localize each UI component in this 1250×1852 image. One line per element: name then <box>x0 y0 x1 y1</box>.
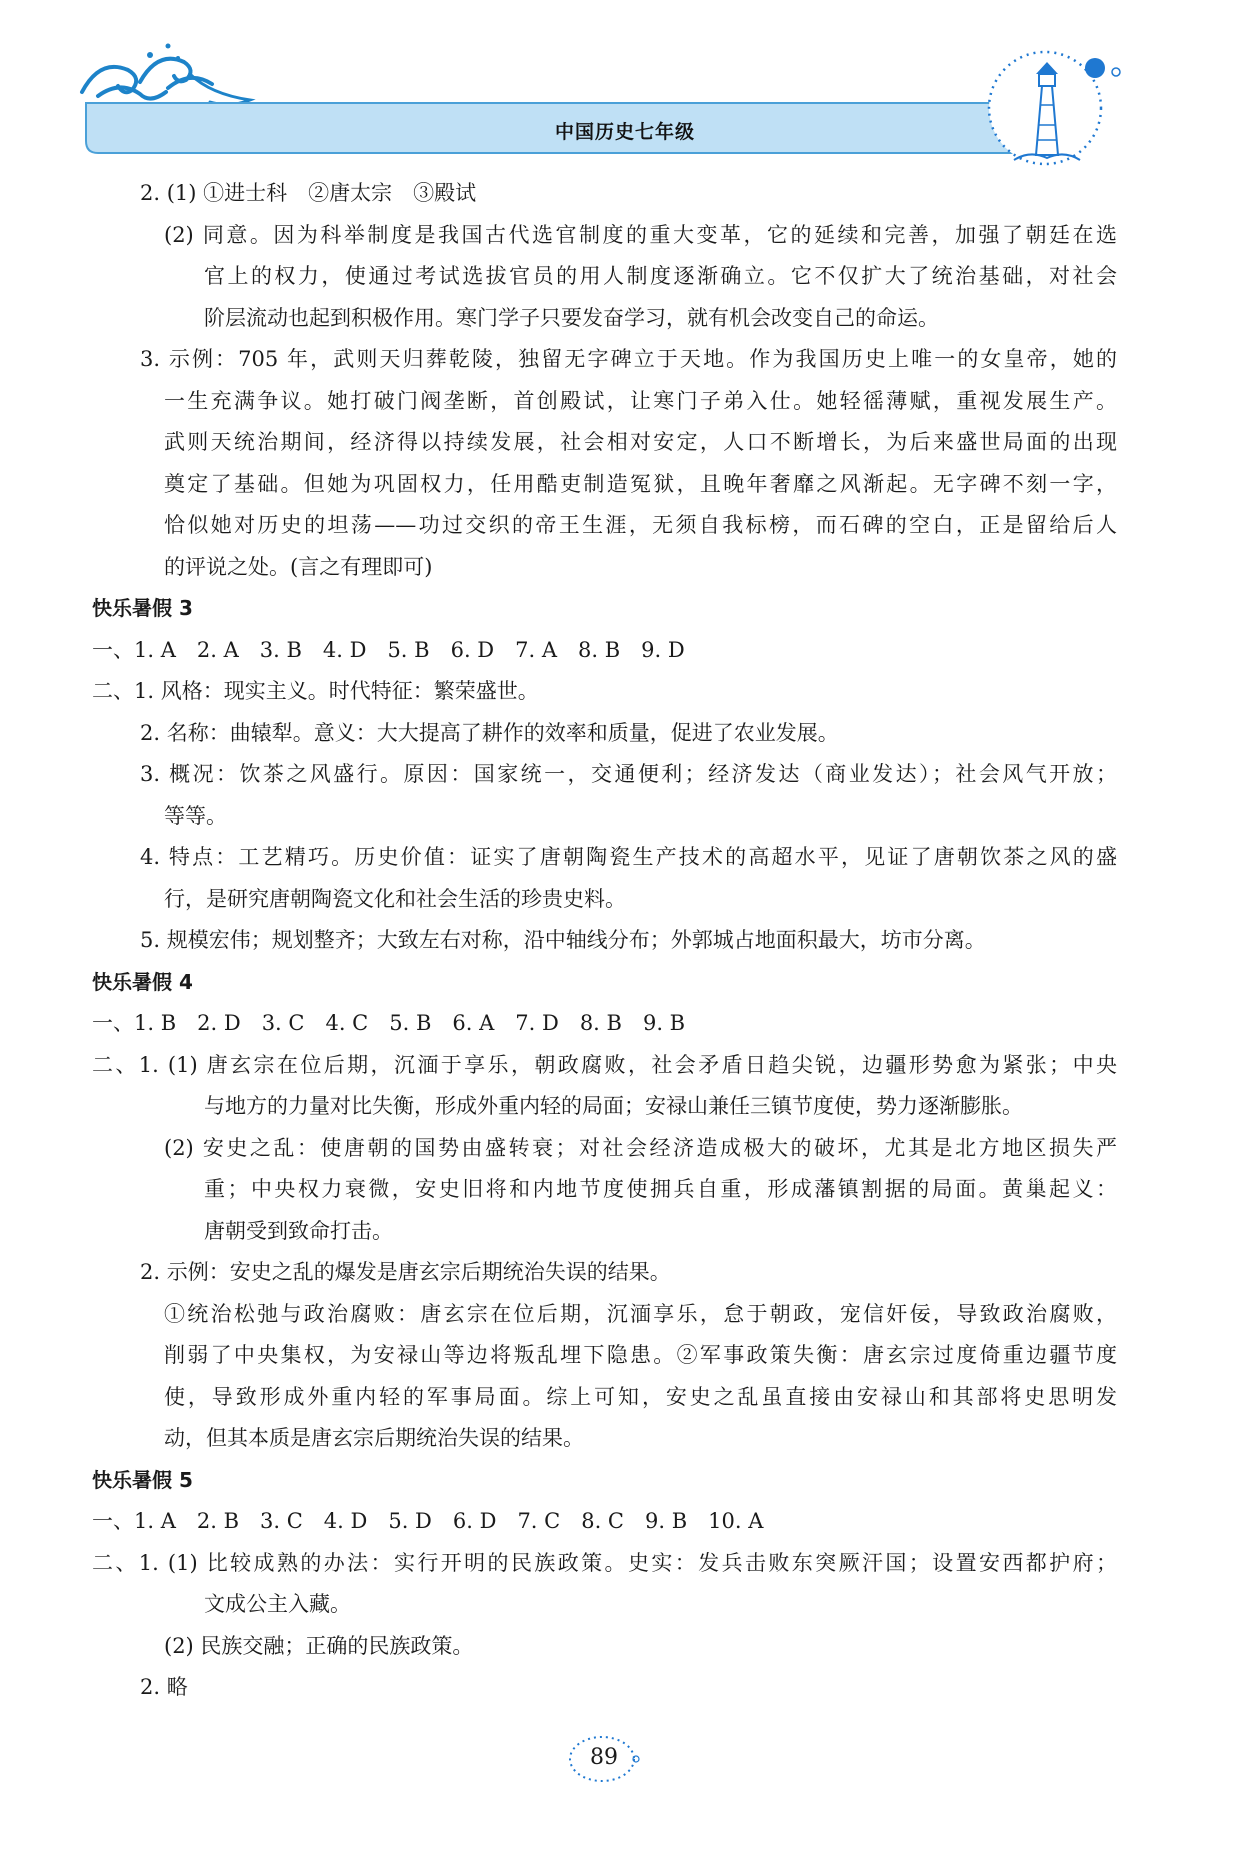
answer-content <box>92 173 1117 1709</box>
answer-line: 削弱了中央集权，为安禄山等边将叛乱埋下隐患。②军事政策失衡：唐玄宗过度倚重边疆节度 <box>164 1343 1117 1367</box>
section-heading: 快乐暑假 4 <box>92 969 193 994</box>
lighthouse-icon <box>989 52 1120 164</box>
answer-line: 唐朝受到致命打击。 <box>204 1218 393 1243</box>
answer-line: 行，是研究唐朝陶瓷文化和社会生活的珍贵史料。 <box>164 886 626 911</box>
answer-line: 4. 特点：工艺精巧。历史价值：证实了唐朝陶瓷生产技术的高超水平，见证了唐朝饮茶之风的盛 <box>140 845 1117 869</box>
answer-line: 2. 示例：安史之乱的爆发是唐玄宗后期统治失误的结果。 <box>140 1260 671 1284</box>
answer-line: 使，导致形成外重内轻的军事局面。综上可知，安史之乱虽直接由安禄山和其部将史思明发 <box>164 1384 1117 1409</box>
answer-line: ①统治松弛与政治腐败：唐玄宗在位后期，沉湎享乐，怠于朝政，宠信奸佞，导致政治腐败， <box>164 1301 1117 1326</box>
answer-line: 一、1. A 2. A 3. B 4. D 5. B 6. D 7. A 8. B 9. D <box>92 637 685 662</box>
answer-line: (2) 同意。因为科举制度是我国古代选官制度的重大变革，它的延续和完善，加强了朝廷在选 <box>164 222 1117 247</box>
answer-line: 5. 规模宏伟；规划整齐；大致左右对称，沿中轴线分布；外郭城占地面积最大，坊市分离。 <box>140 928 986 952</box>
answer-line: 文成公主入藏。 <box>204 1592 351 1616</box>
answer-line: (2) 民族交融；正确的民族政策。 <box>164 1633 474 1658</box>
page-header <box>0 0 1250 180</box>
answer-line: 二、1. (1) 唐玄宗在位后期，沉湎于享乐，朝政腐败，社会矛盾日趋尖锐，边疆形势愈为紧张；中央 <box>92 1052 1117 1077</box>
page-number: 89 <box>590 1745 618 1770</box>
answer-line: 一、1. B 2. D 3. C 4. C 5. B 6. A 7. D 8. B 9. B <box>92 1011 686 1035</box>
answer-line: 2. 名称：曲辕犁。意义：大大提高了耕作的效率和质量，促进了农业发展。 <box>140 720 839 745</box>
answer-line: 3. 概况：饮茶之风盛行。原因：国家统一，交通便利；经济发达（商业发达）；社会风气开放； <box>140 762 1117 786</box>
answer-line: 重；中央权力衰微，安史旧将和内地节度使拥兵自重，形成藩镇割据的局面。黄巢起义： <box>204 1177 1117 1201</box>
answer-line: 动，但其本质是唐玄宗后期统治失误的结果。 <box>164 1426 584 1450</box>
answer-line: 的评说之处。(言之有理即可) <box>164 554 433 579</box>
answer-line: 一生充满争议。她打破门阀垄断，首创殿试，让寒门子弟入仕。她轻徭薄赋，重视发展生产。 <box>164 388 1117 413</box>
answer-line: 武则天统治期间，经济得以持续发展，社会相对安定，人口不断增长，为后来盛世局面的出现 <box>164 430 1117 454</box>
header-title: 中国历史七年级 <box>554 121 695 143</box>
answer-line: 与地方的力量对比失衡，形成外重内轻的局面；安禄山兼任三镇节度使，势力逐渐膨胀。 <box>204 1094 1023 1118</box>
answer-line: 2. (1) ①进士科 ②唐太宗 ③殿试 <box>140 181 477 205</box>
answer-line: 奠定了基础。但她为巩固权力，任用酷吏制造冤狱，且晚年奢靡之风渐起。无字碑不刻一字， <box>164 471 1117 496</box>
answer-line: 二、1. (1) 比较成熟的办法：实行开明的民族政策。史实：发兵击败东突厥汗国；设置安西都护府； <box>92 1550 1117 1575</box>
answer-line: 一、1. A 2. B 3. C 4. D 5. D 6. D 7. C 8. C 9. B 10. A <box>92 1509 764 1533</box>
section-heading: 快乐暑假 3 <box>92 596 193 620</box>
answer-line: 二、1. 风格：现实主义。时代特征：繁荣盛世。 <box>92 679 539 703</box>
answer-line: 等等。 <box>164 803 227 828</box>
answer-line: 恰似她对历史的坦荡——功过交织的帝王生涯，无须自我标榜，而石碑的空白，正是留给后人 <box>164 513 1117 537</box>
answer-line: 2. 略 <box>140 1675 188 1699</box>
section-heading: 快乐暑假 5 <box>92 1467 193 1492</box>
answer-line: 3. 示例：705 年，武则天归葬乾陵，独留无字碑立于天地。作为我国历史上唯一的女皇帝，她的 <box>140 347 1117 371</box>
answer-line: 阶层流动也起到积极作用。寒门学子只要发奋学习，就有机会改变自己的命运。 <box>204 305 939 330</box>
wave-decoration-icon <box>82 44 250 105</box>
answer-line: 官上的权力，使通过考试选拔官员的用人制度逐渐确立。它不仅扩大了统治基础，对社会 <box>204 264 1117 288</box>
answer-line: (2) 安史之乱：使唐朝的国势由盛转衰；对社会经济造成极大的破坏，尤其是北方地区损失严 <box>164 1135 1117 1160</box>
